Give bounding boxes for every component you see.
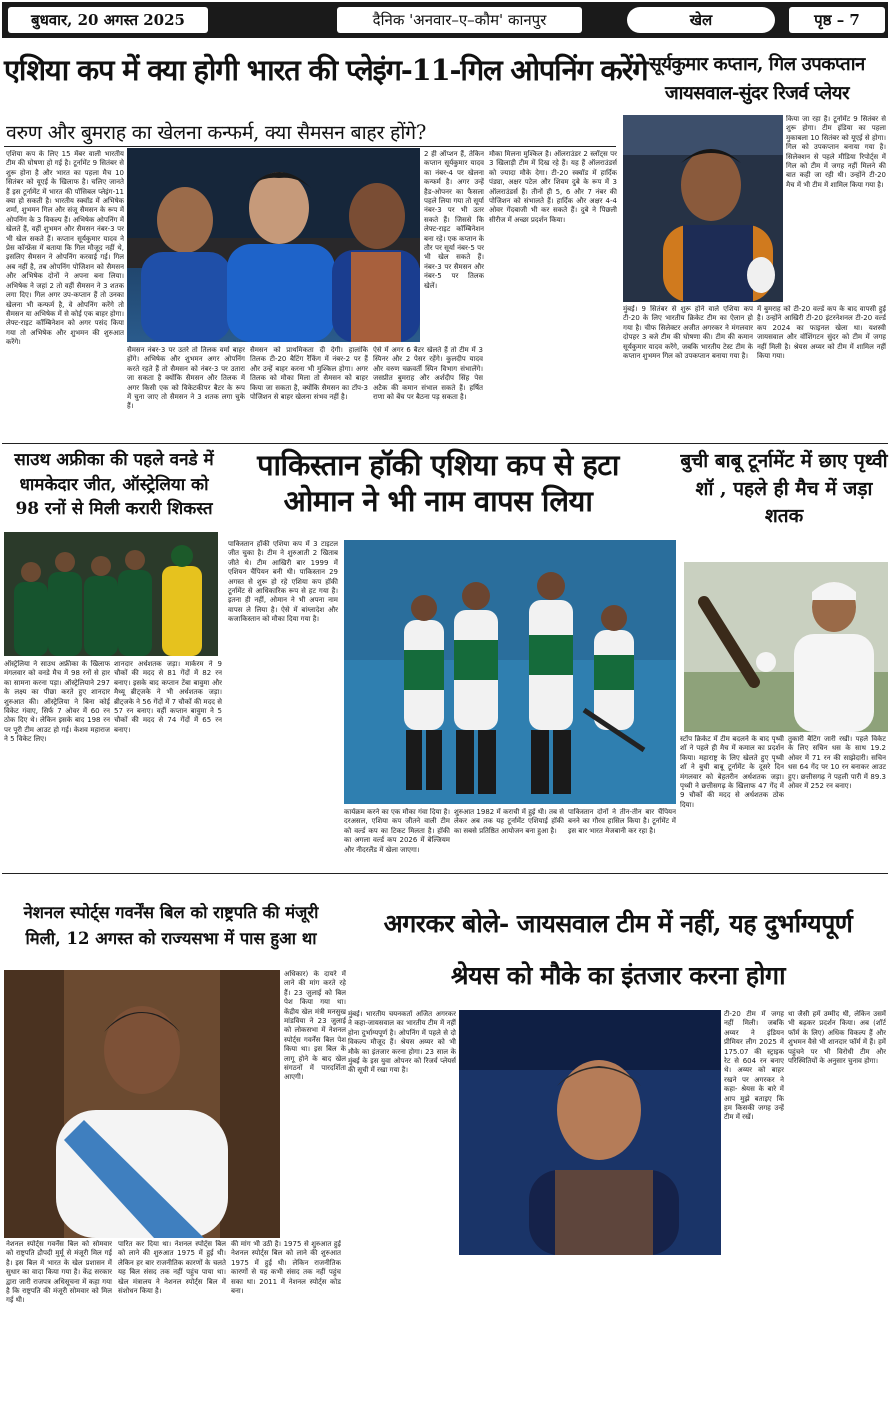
story2-captain-photo <box>623 115 783 302</box>
story7-agarkar-photo <box>459 1010 721 1255</box>
story1-col4: 2 ही ऑप्शन हैं, तेकिन कप्तान सूर्यकुमार यादव का नंबर-4 पर खेलना कन्फर्म है। अगर उन्हें हैड-ओपनर का फैसला पहले लिया गया तो सूर्या नंबर-3 पर भी उतर सकते हैं। जिससे कि लेफ्ट-राइट कॉम्बिनेशन बना रहे। एक कप्तान के तौर पर सूर्या नंबर-5 पर भी खेल सकते हैं। नंबर-3 पर सैमसन और नंबर-5 पर तिलक खेलें। <box>424 150 484 290</box>
story1-headline: एशिया कप में क्या होगी भारत की प्लेइंग-11-गिल ओपनिंग करेंगे <box>4 53 648 87</box>
story1-col5: मौका मिलना मुश्किल है। ऑलराउंडर 2 स्लॉट्स पर 3 खिलाड़ी टीम में दिख रहे हैं। यह हैं ऑलराउंडर्स को ज्यादा मौके देगा। टी-20 स्क्वॉड में हार्दिक पंड्या, अक्षर पटेल और शिवम दुबे के रूप में 3 ऑलराउंडर्स हैं। तीनों ही 5, 6 और 7 नंबर की पोजिशन को संभालते हैं। हार्दिक और अक्षर 4-4 ओवर गेंदबाजी भी कर सकते हैं। दुबे ने पिछली सीरीज में अच्छा प्रदर्शन किया। <box>489 150 617 224</box>
story2-col1: किया जा रहा है। टूर्नामेंट 9 सितंबर से शुरू होगा। टीम इंडिया का पहला मुकाबला 10 सितंबर को यूएई से होगा। गिल को उपकप्तान बनाया गया है। सिलेक्शन से पहले मीडिया रिपोर्ट्स में गिल को टीम में जगह नहीं मिलने की बात कही जा रही थी। उन्होंने टी-20 मैच में भी टीम में शामिल किया गया है। <box>786 115 886 189</box>
story4-col1: पाकिस्तान हॉकी एशिया कप में 3 टाइटल जीत चुका है। टीम ने शुरुआती 2 खिताब जीते थे। टीम आखिरी बार 1999 में एशियन चैंपियन बनी थी। पाकिस्तान 29 अगस्त से शुरू हो रहे एशिया कप हॉकी टूर्नामेंट से आधिकारिक रूप से हट गया है। इतना ही नहीं, ओमान ने भी अपना नाम वापस ले लिया है। ऐसे में बांग्लादेश और कजाकिस्तान को मौका दिया गया है। <box>228 540 338 624</box>
story6-col2: नेशनल स्पोर्ट्स गवर्नेंस बिल को सोमवार को राष्ट्रपति द्रौपदी मुर्मू से मंजूरी मिल गई है। इस बिल में भारत के खेल प्रशासन में सुधार का वादा किया गया है। केंद्र सरकार द्वारा जारी राजपत्र अधिसूचना में कहा गया है कि राष्ट्रपति की मंजूरी सोमवार को मिल गई थी। <box>6 1240 112 1305</box>
batsman-image <box>684 562 888 732</box>
newspaper-name: दैनिक 'अनवार–ए–कौम' कानपुर <box>337 7 582 33</box>
divider <box>4 146 616 147</box>
story6-col3: पारित कर दिया था। नेशनल स्पोर्ट्स बिल को लाने की शुरुआत 1975 में हुई थी। लेकिन हर बार राजनीतिक कारणों के चलते यह बिल संसद तक नहीं पहुंच पाया था। खेल मंत्रालय ने नेशनल स्पोर्ट्स बिल में संशोधन किया है। <box>118 1240 226 1296</box>
story2-col3: में बुमराह को टी-20 वर्ल्ड कप के बाद वापसी हुई है। उन्होंने आखिरी टी-20 इंटरनेशनल टी-20 वर्ल्ड कप 2024 का फाइनल खेला था। यशस्वी जायसवाल और वॉशिंगटन सुंदर को टीम में जगह नहीं मिली है। श्रेयस अय्यर को टीम में शामिल नहीं किया गया। <box>757 305 886 361</box>
story1-col6: ऐसे में अगर 6 बैटर खेलते हैं तो टीम में 3 स्पिनर और 2 पेसर रहेंगे। कुलदीप यादव और वरुण चक्रवर्ती स्पिन विभाग संभालेंगे। जसप्रीत बुमराह और अर्शदीप सिंह पेस अटैक की कमान संभाल सकते हैं। हर्षित राणा को बेंच पर बैठना पड़ सकता है। <box>373 346 483 402</box>
story5-col2: तुकारी बैटिंग जारी रखी। पहले विकेट के लिए सचिन धस के साथ 19.2 ओवर में 71 रन की साझेदारी। सचिन धस 64 गेंद पर 10 रन बनाकर आउट हुए। छत्तीसगढ़ ने पहली पारी में 89.3 ओवर में 252 रन बनाए। <box>788 735 886 791</box>
story3-headline: साउथ अफ्रीका की पहले वनडे में धामकेदार जीत, ऑस्ट्रेलिया को 98 रनों से मिली करारी शिकस्त <box>14 450 214 520</box>
story1-col2: सैमसन नंबर-3 पर उतरे तो तिलक वर्मा बाहर होंगे। अभिषेक और शुभमन अगर ओपनिंग करते रहते हैं तो सैमसन को नंबर-3 पर उतारा जा सकता है क्योंकि सैमसन और तिलक में अगर किसी एक को विकेटकीपर बैटर के रूप में चुना जाए तो सैमसन ने 3 शतक लगा चुके हैं। <box>127 346 245 411</box>
story5-headline: बुची बाबू टूर्नामेंट में छाए पृथ्वी शॉ , पहले ही मैच में जड़ा शतक <box>680 450 888 528</box>
divider <box>2 443 888 444</box>
president-image <box>4 970 280 1238</box>
story6-col4: की मांग भी उठी है। 1975 से शुरुआत हुई नेशनल स्पोर्ट्स बिल को लाने की शुरुआत 1975 में हुई थी। लेकिन राजनीतिक कारणों से यह कभी संसद तक नहीं पहुंच सका था। 2011 में नेशनल स्पोर्ट्स कोड बना। <box>231 1240 341 1296</box>
captain-image <box>623 115 783 302</box>
issue-date: बुधवार, 20 अगस्त 2025 <box>8 7 208 33</box>
story5-prithvi-photo <box>684 562 888 732</box>
section-name: खेल <box>627 7 775 33</box>
page-number: पृष्ठ – 7 <box>789 7 885 33</box>
story7-col3: था जैसी हमें उम्मीद थी, लेकिन उसमें भी बढ़कर प्रदर्शन किया। अब (शॉर्ट फॉर्म के लिए) अधिक विकल्प हैं और शुभमन वैसे भी शानदार फॉर्म में हैं। हमें पहुंचने पर भी विरोधी टीम और परिस्थितियों के अनुसार चुनाव होगा। <box>788 1010 886 1066</box>
story4-hockey-photo <box>344 540 676 804</box>
story3-col1: ऑस्ट्रेलिया ने साउथ अफ्रीका के खिलाफ मंगलवार को वनडे मैच में 98 रनों से हार का सामना करना पड़ा। ऑस्ट्रेलियाने 297 के लक्ष्य का पीछा करते हुए शानदार शुरुआत की। ऑस्ट्रेलिया ने बिना कोई विकेट गंवाए, सिर्फ 7 ओवर में 60 रन ठोक दिए थे। लेकिन इसके बाद 198 रन पर पूरी टीम आउट हो गई। केशव महाराज ने 5 विकेट लिए। <box>4 660 110 744</box>
story2-headline-line1: सूर्यकुमार कप्तान, गिल उपकप्तान <box>649 54 865 75</box>
players-image <box>127 148 420 342</box>
story3-team-photo <box>4 532 218 656</box>
story1-col1: एशिया कप के लिए 15 मेंबर वाली भारतीय टीम की घोषणा हो गई है। टूर्नामेंट 9 सितंबर से शुरू होना है और भारत का पहला मैच 10 सितंबर को यूएई के खिलाफ है। चलिए जानते हैं इस टूर्नामेंट में भारत की पॉसिबल प्लेइंग-11 क्या हो सकती है। भारतीय स्क्वॉड में अभिषेक शर्मा, शुभमन गिल और संजू सैमसन के रूप में ओपनिंग के 3 विकल्प हैं। अभिषेक ओपनिंग में खेलते हैं, वहीं शुभमन और सैमसन नंबर-3 पर भी खेल सकते हैं। कप्तान सूर्यकुमार यादव ने प्रेस कॉन्फ्रेंस में बताया कि गिल मौजूद नहीं थे, इसलिए सैमसन ने ओपनिंग करवाई गई। गिल अब नहीं है, तब ओपनिंग पोजिशन को सैमसन और अभिषेक दोनों ने अपना बना लिया। अभिषेक ने जहां 2 तो वहीं सैमसन ने 3 शतक लगा दिए। गिल अगर उप-कप्तान हैं तो उनका खेलना भी कन्फर्म है, वे ओपनिंग करेंगे तो सैमसन या अभिषेक में से कोई एक बाहर होगा। लेफ्ट-राइट कॉम्बिनेशन को अगर पसंद किया गया तो अभिषेक और शुभमन की शुरुआत करेंगे। <box>6 150 124 347</box>
story2-headline-line2: जायसवाल-सुंदर रिजर्व प्लेयर <box>664 83 850 104</box>
story1-subhead: वरुण और बुमराह का खेलना कन्फर्म, क्या सैमसन बाहर होंगे? <box>6 121 426 144</box>
story1-players-photo <box>127 148 420 342</box>
hockey-image <box>344 540 676 804</box>
story5-col1: स्टॉप क्रिकेट में टीम बदलने के बाद पृथ्वी शॉ ने पहले ही मैच में कमाल का प्रदर्शन किया। महाराष्ट्र के लिए खेलते हुए पृथ्वी शॉ ने बुची बाबू टूर्नामेंट के दूसरे दिन मंगलवार को बेहतरीन अर्धशतक जड़ा। पृथ्वी ने छत्तीसगढ़ के खिलाफ 47 गेंद में 9 चौकों की मदद से अर्धशतक ठोक दिया। <box>680 735 784 809</box>
story4-headline: पाकिस्तान हॉकी एशिया कप से हटा ओमान ने भी नाम वापस लिया <box>257 448 619 519</box>
story7-col2: टी-20 टीम में जगह नहीं मिली। जबकि अय्यर ने इंडियन प्रीमियर लीग 2025 में 175.07 की स्ट्राइक रेट से 604 रन बनाए थे। अय्यर को बाहर रखने पर अगरकर ने कहा- श्रेयस के बारे में आप मुझे बताइए कि हम किसकी जगह उन्हें टीम में रखें। <box>724 1010 784 1122</box>
story4-col5: पाकिस्तान दोनों ने तीन-तीन बार चैंपियन बनने का गौरव हासिल किया है। टूर्नामेंट में इस बार भारत मेजबानी कर रहा है। <box>568 808 676 835</box>
story4-col4: शुरुआत 1982 में कराची में हुई थी। तब से लेकर अब तक यह टूर्नामेंट एशियाई हॉकी का सबसे प्रतिष्ठित आयोजन बना हुआ है। <box>454 808 564 835</box>
team-image <box>4 532 218 656</box>
story4-col3: कार्यक्रम करने का एक मौका गंवा दिया है। दरअसल, एशिया कप जीतने वाली टीम को वर्ल्ड कप का टिकट मिलता है। हॉकी का अगला वर्ल्ड कप 2026 में बेल्जियम और नीदरलैंड में खेला जाएगा। <box>344 808 450 854</box>
story6-col1: अधिकार) के दायरे में लाने की मांग करते रहे हैं। 23 जुलाई को बिल पेश किया गया था। केंद्रीय खेल मंत्री मनसुख मांडविया ने 23 जुलाई को लोकसभा में नेशनल स्पोर्ट्स गवर्नेंस बिल पेश किया था। इस बिल के लागू होने के बाद खेल संगठनों में पारदर्शिता आएगी। <box>284 970 346 1082</box>
story7-headline-line2: श्रेयस को मौके का इंतजार करना होगा <box>450 961 786 990</box>
story6-president-photo <box>4 970 280 1238</box>
story7-headline-line1: अगरकर बोले- जायसवाल टीम में नहीं, यह दुर्भाग्यपूर्ण <box>383 909 853 938</box>
story1-col3: सैमसन को प्राथमिकता दी देगी। हालांकि तिलक टी-20 बैटिंग रैंकिंग में नंबर-2 पर हैं और उन्हें बाहर करना भी मुश्किल होगा। अगर तिलक को मौका मिला तो सैमसन को बाहर किया जा सकता है, क्योंकि सैमसन का टॉप-3 पोजिशन से बाहर खेलना संभव नहीं है। <box>250 346 368 402</box>
story7-col1: मुंबई। भारतीय चयनकर्ता अजित अगरकर ने कहा-जायसवाल का भारतीय टीम में नहीं होना दुर्भाग्यपूर्ण है। ओपनिंग में पहले से दो विकल्प मौजूद हैं। श्रेयस अय्यर को भी मौके का इंतजार करना होगा। 23 साल के मुंबई के इस युवा ओपनर को रिजर्व प्लेयर्स की सूची में रखा गया है। <box>348 1010 456 1075</box>
masthead-bar <box>2 2 888 38</box>
agarkar-image <box>459 1010 721 1255</box>
story6-headline: नेशनल स्पोर्ट्स गवर्नेंस बिल को राष्ट्रपति की मंजूरी मिली, 12 अगस्त को राज्यसभा में पास हुआ था <box>23 903 319 949</box>
story3-col2: शानदार अर्धशतक जड़ा। मार्करम ने 9 चौकों की मदद से 81 गेंदों में 82 रन बनाए। इसके बाद कप्तान टेंबा बावुमा और मैथ्यू ब्रीट्जके ने भी अर्धशतक जड़ा। ब्रीट्जके ने 56 गेंदों में 7 चौकों की मदद से 57 रन बनाए। वहीं कप्तान बावुमा ने 5 चौकों की मदद से 74 गेंदों में 65 रन बनाए। <box>114 660 222 734</box>
story2-col2: मुंबई। 9 सितंबर से शुरू होने वाले एशिया कप टी-20 के लिए भारतीय क्रिकेट टीम का ऐलान हो गया है। चीफ सिलेक्टर अजीत अगरकर ने मंगलवार दोपहर 3 बजे टीम की घोषणा की। टीम की कमान सूर्यकुमार यादव करेंगे, जबकि भारतीय टेस्ट टीम के कप्तान शुभमन गिल को उपकप्तान बनाया गया है। <box>623 305 753 361</box>
divider <box>2 873 888 874</box>
